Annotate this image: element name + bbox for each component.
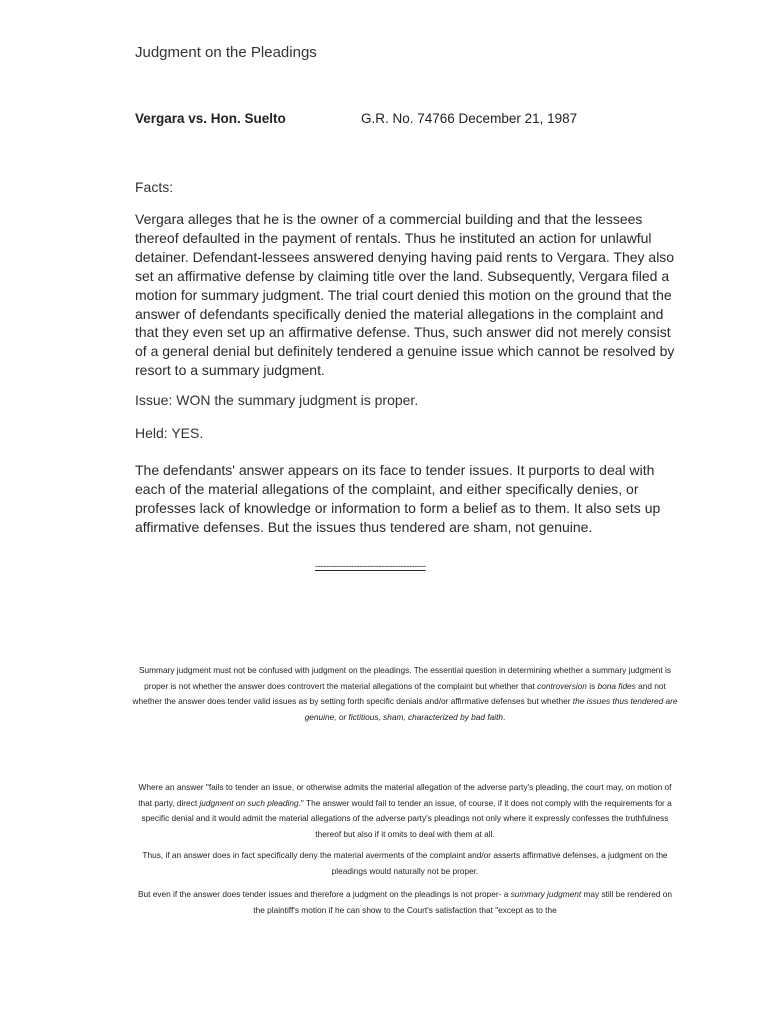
note-fails-to-tender xyxy=(132,780,678,842)
case-heading xyxy=(135,111,578,126)
held-line: Held: YES. xyxy=(135,425,204,441)
note1-text-2: is xyxy=(586,680,598,691)
note2-text-2: ." The answer would fail to tender an issue, of course, if it does not comply with the requirements for a specific denial and it would admit the material allegations of the adverse party's pleadings not only where it expressly confesses the truthfulness thereof but also if it omits to deal with them at all. xyxy=(141,797,672,839)
note4-text-1: But even if the answer does tender issues and therefore a judgment on the pleadings is not proper- a xyxy=(137,889,511,899)
note1-italic-3: the issues thus tendered are genuine, or fictitious, sham, characterized by bad faith xyxy=(304,696,678,722)
issue-line: Issue: WON the summary judgment is proper. xyxy=(135,392,419,408)
note-summary-judgment xyxy=(132,663,678,725)
note4-italic-1: summary judgment xyxy=(510,889,582,899)
case-name: Vergara vs. Hon. Suelto xyxy=(135,111,286,126)
case-reference: G.R. No. 74766 December 21, 1987 xyxy=(361,111,578,126)
note1-italic-2: bona fides xyxy=(597,680,636,691)
note4-text-2: may still be rendered on the plaintiff's motion if he can show to the Court's satisfaction that "except as to the xyxy=(253,889,673,915)
note1-text-4: . xyxy=(503,711,506,722)
facts-paragraph: Vergara alleges that he is the owner of a commercial building and that the lessees thereof defaulted in the payment of rentals. Thus he instituted an action for unlawful detainer. Defendant-lessees answered denying having paid rents to Vergara. They also set an affirmative defense by claiming title over the land. Subsequently, Vergara filed a motion for summary judgment. The trial court denied this motion on the ground that the answer of defendants specifically denied the material allegations in the complaint and that they even set up an affirmative defense. Thus, such answer did not merely consist of a general denial but definitely tendered a genuine issue which cannot be resolved by resort to a summary judgment. xyxy=(135,211,675,379)
note-summary-judgment-motion xyxy=(132,887,678,918)
note1-text-3: and not whether the answer does tender valid issues as by setting forth specific denials and/or affirmative defenses but whether xyxy=(132,680,666,707)
note-specific-denial: Thus, if an answer does in fact specifically deny the material averments of the complaint and/or asserts affirmative defenses, a judgment on the pleadings would naturally not be proper. xyxy=(142,850,668,876)
note1-italic-1: controversion xyxy=(537,680,587,691)
note1-text-1: Summary judgment must not be confused with judgment on the pleadings. The essential question in determining whether a summary judgment is proper is not whether the answer does controvert the material allegations of the complaint but whether that xyxy=(138,665,672,691)
document-title: Judgment on the Pleadings xyxy=(135,44,317,61)
section-divider: ---------------------------------------- xyxy=(315,561,426,572)
ruling-paragraph: The defendants' answer appears on its face to tender issues. It purports to deal with each of the material allegations of the complaint, and either specifically denies, or professes lack of knowledge or information to form a belief as to them. It also sets up affirmative defenses. But the issues thus tendered are sham, not genuine. xyxy=(135,462,661,535)
note2-italic-1: judgment on such pleading xyxy=(199,797,299,808)
facts-label: Facts: xyxy=(135,179,174,195)
note2-text-1: Where an answer "fails to tender an issue, or otherwise admits the material allegation of the adverse party's pleading, the court may, on motion of that party, direct xyxy=(138,782,672,808)
